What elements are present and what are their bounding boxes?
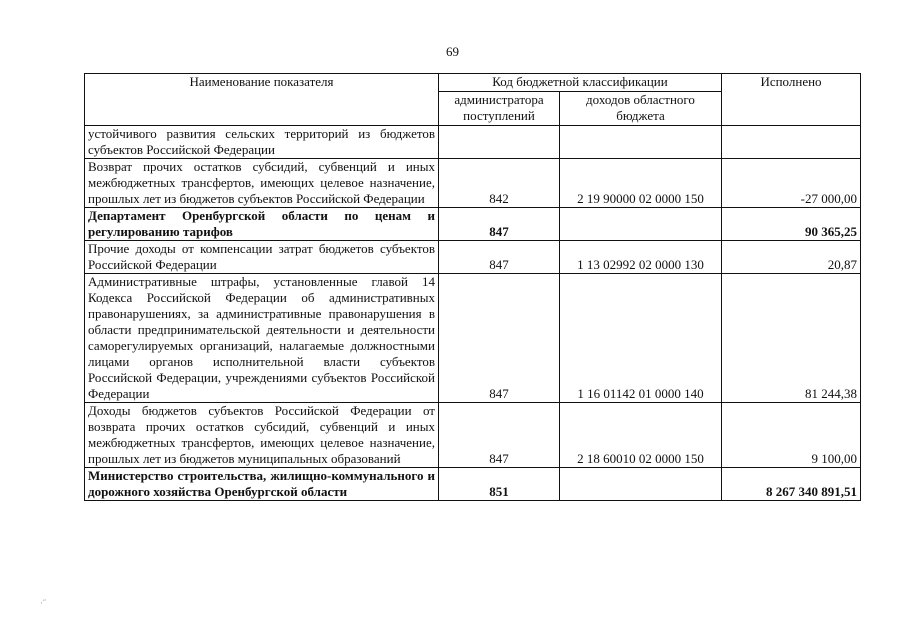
header-name: Наименование показателя bbox=[85, 74, 439, 126]
table-row bbox=[85, 159, 861, 208]
cell-admin: 847 bbox=[439, 274, 560, 403]
cell-income bbox=[560, 208, 722, 241]
cell-admin: 847 bbox=[439, 403, 560, 468]
table-row bbox=[85, 208, 861, 241]
cell-income bbox=[560, 126, 722, 159]
table-row bbox=[85, 126, 861, 159]
cell-done: 20,87 bbox=[722, 241, 861, 274]
budget-table bbox=[84, 73, 861, 501]
table-row bbox=[85, 468, 861, 501]
header-income: доходов областного бюджета bbox=[560, 92, 722, 126]
table-row bbox=[85, 274, 861, 403]
cell-admin: 842 bbox=[439, 159, 560, 208]
cell-name: Министерство строительства, жилищно-коммунального и дорожного хозяйства Оренбургской области bbox=[85, 468, 439, 501]
cell-income: 1 16 01142 01 0000 140 bbox=[560, 274, 722, 403]
cell-income: 2 18 60010 02 0000 150 bbox=[560, 403, 722, 468]
header-done: Исполнено bbox=[722, 74, 861, 126]
corner-mark: ·˝ bbox=[40, 598, 46, 608]
table-row bbox=[85, 241, 861, 274]
cell-done: -27 000,00 bbox=[722, 159, 861, 208]
cell-done: 9 100,00 bbox=[722, 403, 861, 468]
cell-done bbox=[722, 126, 861, 159]
cell-admin: 847 bbox=[439, 208, 560, 241]
cell-income: 2 19 90000 02 0000 150 bbox=[560, 159, 722, 208]
cell-income bbox=[560, 468, 722, 501]
cell-name: Департамент Оренбургской области по ценам и регулированию тарифов bbox=[85, 208, 439, 241]
cell-income: 1 13 02992 02 0000 130 bbox=[560, 241, 722, 274]
header-admin: администратора поступлений bbox=[439, 92, 560, 126]
cell-name: устойчивого развития сельских территорий из бюджетов субъектов Российской Федерации bbox=[85, 126, 439, 159]
cell-admin bbox=[439, 126, 560, 159]
cell-name: Возврат прочих остатков субсидий, субвенций и иных межбюджетных трансфертов, имеющих целевое назначение, прошлых лет из бюджетов субъектов Российской Федерации bbox=[85, 159, 439, 208]
cell-admin: 847 bbox=[439, 241, 560, 274]
table-row bbox=[85, 403, 861, 468]
cell-done: 81 244,38 bbox=[722, 274, 861, 403]
cell-name: Доходы бюджетов субъектов Российской Федерации от возврата прочих остатков субсидий, субвенций и иных межбюджетных трансфертов, имеющих целевое назначение, прошлых лет из бюджетов муниципальных образований bbox=[85, 403, 439, 468]
cell-done: 90 365,25 bbox=[722, 208, 861, 241]
cell-done: 8 267 340 891,51 bbox=[722, 468, 861, 501]
cell-name: Административные штрафы, установленные главой 14 Кодекса Российской Федерации об административных правонарушениях, за административные правонарушения в области предпринимательской деятельности и деятельности саморегулируемых организаций, налагаемые должностными лицами органов исполнительной власти субъектов Российской Федерации, учреждениями субъектов Российской Федерации bbox=[85, 274, 439, 403]
header-code: Код бюджетной классификации bbox=[439, 74, 722, 92]
cell-name: Прочие доходы от компенсации затрат бюджетов субъектов Российской Федерации bbox=[85, 241, 439, 274]
page-number: 69 bbox=[446, 44, 459, 59]
cell-admin: 851 bbox=[439, 468, 560, 501]
